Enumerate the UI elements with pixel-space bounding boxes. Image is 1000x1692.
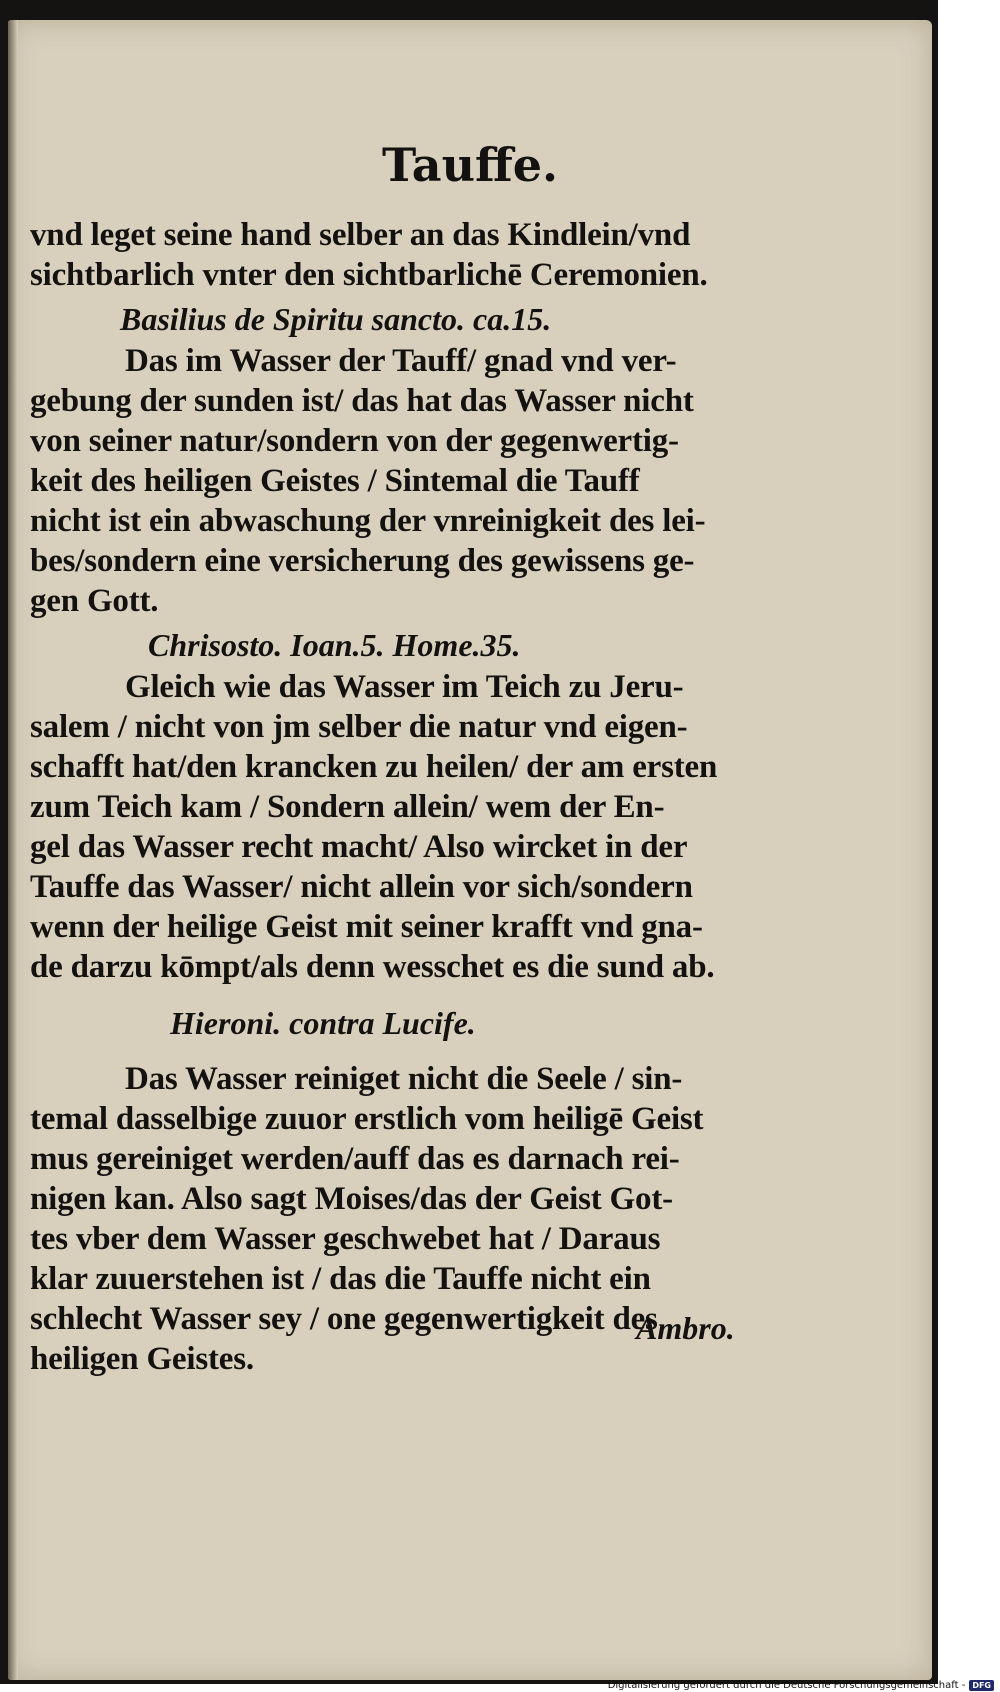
text-line: Tauffe das Wasser/ nicht allein vor sich/sondern [30,869,693,905]
text-line: temal dasselbige zuuor erstlich vom heiligē Geist [30,1101,704,1137]
text-line: de darzu kōmpt/als denn wesschet es die sund ab. [30,949,715,985]
text-line: sichtbarlich vnter den sichtbarlichē Ceremonien. [30,257,708,293]
text-line: vnd leget seine hand selber an das Kindlein/vnd [30,217,691,253]
book-page [8,20,932,1680]
text-line: keit des heiligen Geistes / Sintemal die Tauff [30,463,640,499]
page-gutter-edge [8,20,18,1680]
text-line: gen Gott. [30,583,159,619]
text-line: Das im Wasser der Tauff/ gnad vnd ver- [125,343,677,379]
text-line: salem / nicht von jm selber die natur vnd eigen- [30,709,688,745]
text-line: heiligen Geistes. [30,1341,254,1377]
running-head: Tauffe. [381,138,559,192]
dfg-logo-icon: DFG [969,1680,994,1691]
body-text [30,215,790,1379]
text-line: mus gereiniget werden/auff das es darnach rei- [30,1141,680,1177]
text-line: nigen kan. Also sagt Moises/das der Geist Got- [30,1181,673,1217]
footer-credit: Digitalisierung gefördert durch die Deutsche Forschungsgemeinschaft - [607,1679,966,1691]
text-line: tes vber dem Wasser geschwebet hat / Daraus [30,1221,661,1257]
text-line: schafft hat/den krancken zu heilen/ der am ersten [30,749,718,785]
text-line: klar zuuerstehen ist / das die Tauffe nicht ein [30,1261,651,1297]
text-line: nicht ist ein abwaschung der vnreinigkeit des lei- [30,503,706,539]
digitization-footer [608,1678,994,1692]
text-line: von seiner natur/sondern von der gegenwertig- [30,423,679,459]
section-heading-chrysostom: Chrisosto. Ioan.5. Home.35. [148,627,521,663]
catchword: Ambro. [636,1310,735,1346]
text-line: gebung der sunden ist/ das hat das Wasser nicht [30,383,694,419]
text-line: schlecht Wasser sey / one gegenwertigkeit des [30,1301,658,1337]
text-line: gel das Wasser recht macht/ Also wircket in der [30,829,688,865]
section-heading-hieronymus: Hieroni. contra Lucife. [170,1005,476,1041]
text-line: wenn der heilige Geist mit seiner krafft vnd gna- [30,909,703,945]
section-heading-basilius: Basilius de Spiritu sancto. ca.15. [120,301,552,337]
text-line: Gleich wie das Wasser im Teich zu Jeru- [125,669,684,705]
text-line: zum Teich kam / Sondern allein/ wem der En- [30,789,665,825]
text-line: Das Wasser reiniget nicht die Seele / sin- [125,1061,683,1097]
text-line: bes/sondern eine versicherung des gewissens ge- [30,543,695,579]
